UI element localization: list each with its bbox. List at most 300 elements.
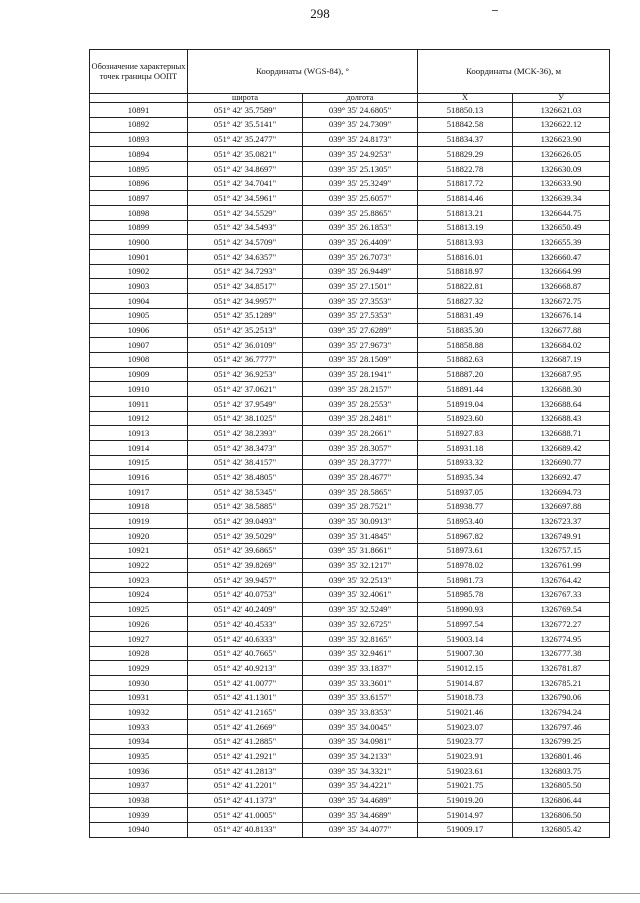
table-row bbox=[90, 294, 610, 309]
point-id-cell: 10906 bbox=[90, 323, 188, 338]
y-cell: 1326688.64 bbox=[513, 396, 610, 411]
x-cell: 518967.82 bbox=[418, 529, 513, 544]
y-cell: 1326797.46 bbox=[513, 720, 610, 735]
table-row bbox=[90, 367, 610, 382]
longitude-cell: 039° 35' 28.3057" bbox=[303, 441, 418, 456]
latitude-cell: 051° 42' 40.2409" bbox=[188, 602, 303, 617]
latitude-cell: 051° 42' 35.1289" bbox=[188, 308, 303, 323]
latitude-cell: 051° 42' 38.5885" bbox=[188, 499, 303, 514]
point-id-cell: 10926 bbox=[90, 617, 188, 632]
table-row bbox=[90, 543, 610, 558]
latitude-cell: 051° 42' 40.0753" bbox=[188, 587, 303, 602]
longitude-cell: 039° 35' 26.7073" bbox=[303, 250, 418, 265]
header-x: X bbox=[418, 94, 513, 103]
longitude-cell: 039° 35' 28.1941" bbox=[303, 367, 418, 382]
point-id-cell: 10899 bbox=[90, 220, 188, 235]
x-cell: 518933.32 bbox=[418, 455, 513, 470]
table-row bbox=[90, 822, 610, 837]
x-cell: 518818.97 bbox=[418, 264, 513, 279]
latitude-cell: 051° 42' 38.4805" bbox=[188, 470, 303, 485]
longitude-cell: 039° 35' 27.6289" bbox=[303, 323, 418, 338]
table-row bbox=[90, 235, 610, 250]
y-cell: 1326688.43 bbox=[513, 411, 610, 426]
table-row bbox=[90, 749, 610, 764]
point-id-cell: 10931 bbox=[90, 690, 188, 705]
y-cell: 1326687.95 bbox=[513, 367, 610, 382]
y-cell: 1326769.54 bbox=[513, 602, 610, 617]
table-row bbox=[90, 250, 610, 265]
point-id-cell: 10939 bbox=[90, 808, 188, 823]
table-row bbox=[90, 132, 610, 147]
point-id-cell: 10917 bbox=[90, 485, 188, 500]
x-cell: 519021.75 bbox=[418, 778, 513, 793]
table-row bbox=[90, 117, 610, 132]
y-cell: 1326690.77 bbox=[513, 455, 610, 470]
table-row bbox=[90, 646, 610, 661]
latitude-cell: 051° 42' 36.0109" bbox=[188, 338, 303, 353]
y-cell: 1326794.24 bbox=[513, 705, 610, 720]
point-id-cell: 10935 bbox=[90, 749, 188, 764]
point-id-cell: 10908 bbox=[90, 352, 188, 367]
y-cell: 1326633.90 bbox=[513, 176, 610, 191]
point-id-cell: 10938 bbox=[90, 793, 188, 808]
x-cell: 518978.02 bbox=[418, 558, 513, 573]
latitude-cell: 051° 42' 39.9457" bbox=[188, 573, 303, 588]
longitude-cell: 039° 35' 34.4689" bbox=[303, 808, 418, 823]
y-cell: 1326790.06 bbox=[513, 690, 610, 705]
y-cell: 1326672.75 bbox=[513, 294, 610, 309]
longitude-cell: 039° 35' 25.1305" bbox=[303, 161, 418, 176]
x-cell: 518919.04 bbox=[418, 396, 513, 411]
longitude-cell: 039° 35' 33.6157" bbox=[303, 690, 418, 705]
longitude-cell: 039° 35' 34.2133" bbox=[303, 749, 418, 764]
latitude-cell: 051° 42' 34.9957" bbox=[188, 294, 303, 309]
x-cell: 518858.88 bbox=[418, 338, 513, 353]
y-cell: 1326767.33 bbox=[513, 587, 610, 602]
y-cell: 1326777.38 bbox=[513, 646, 610, 661]
y-cell: 1326692.47 bbox=[513, 470, 610, 485]
longitude-cell: 039° 35' 25.6057" bbox=[303, 191, 418, 206]
latitude-cell: 051° 42' 41.1301" bbox=[188, 690, 303, 705]
longitude-cell: 039° 35' 28.2553" bbox=[303, 396, 418, 411]
latitude-cell: 051° 42' 39.6865" bbox=[188, 543, 303, 558]
y-cell: 1326650.49 bbox=[513, 220, 610, 235]
latitude-cell: 051° 42' 35.2477" bbox=[188, 132, 303, 147]
x-cell: 518813.93 bbox=[418, 235, 513, 250]
point-id-cell: 10928 bbox=[90, 646, 188, 661]
table-row bbox=[90, 441, 610, 456]
longitude-cell: 039° 35' 34.4077" bbox=[303, 822, 418, 837]
x-cell: 518937.05 bbox=[418, 485, 513, 500]
point-id-cell: 10937 bbox=[90, 778, 188, 793]
longitude-cell: 039° 35' 32.4061" bbox=[303, 587, 418, 602]
x-cell: 518813.21 bbox=[418, 206, 513, 221]
y-cell: 1326805.50 bbox=[513, 778, 610, 793]
longitude-cell: 039° 35' 32.8165" bbox=[303, 631, 418, 646]
point-id-cell: 10893 bbox=[90, 132, 188, 147]
point-id-cell: 10900 bbox=[90, 235, 188, 250]
longitude-cell: 039° 35' 27.9673" bbox=[303, 338, 418, 353]
x-cell: 519012.15 bbox=[418, 661, 513, 676]
point-id-cell: 10892 bbox=[90, 117, 188, 132]
header-latitude: широта bbox=[188, 94, 303, 103]
longitude-cell: 039° 35' 32.9461" bbox=[303, 646, 418, 661]
y-cell: 1326806.44 bbox=[513, 793, 610, 808]
longitude-cell: 039° 35' 28.2481" bbox=[303, 411, 418, 426]
table-row bbox=[90, 396, 610, 411]
latitude-cell: 051° 42' 34.8697" bbox=[188, 161, 303, 176]
y-cell: 1326687.19 bbox=[513, 352, 610, 367]
point-id-cell: 10921 bbox=[90, 543, 188, 558]
longitude-cell: 039° 35' 32.6725" bbox=[303, 617, 418, 632]
y-cell: 1326639.34 bbox=[513, 191, 610, 206]
x-cell: 518935.34 bbox=[418, 470, 513, 485]
header-y: У bbox=[513, 94, 610, 103]
point-id-cell: 10940 bbox=[90, 822, 188, 837]
y-cell: 1326749.91 bbox=[513, 529, 610, 544]
x-cell: 518990.93 bbox=[418, 602, 513, 617]
table-row bbox=[90, 161, 610, 176]
table-row bbox=[90, 352, 610, 367]
y-cell: 1326621.03 bbox=[513, 103, 610, 118]
x-cell: 519014.97 bbox=[418, 808, 513, 823]
table-row bbox=[90, 676, 610, 691]
y-cell: 1326689.42 bbox=[513, 441, 610, 456]
table-row bbox=[90, 734, 610, 749]
y-cell: 1326623.90 bbox=[513, 132, 610, 147]
point-id-cell: 10936 bbox=[90, 764, 188, 779]
latitude-cell: 051° 42' 37.9549" bbox=[188, 396, 303, 411]
longitude-cell: 039° 35' 31.8661" bbox=[303, 543, 418, 558]
table-row bbox=[90, 411, 610, 426]
table-row bbox=[90, 176, 610, 191]
point-id-cell: 10895 bbox=[90, 161, 188, 176]
latitude-cell: 051° 42' 38.1025" bbox=[188, 411, 303, 426]
longitude-cell: 039° 35' 27.5353" bbox=[303, 308, 418, 323]
longitude-cell: 039° 35' 34.4689" bbox=[303, 793, 418, 808]
longitude-cell: 039° 35' 28.5865" bbox=[303, 485, 418, 500]
y-cell: 1326761.99 bbox=[513, 558, 610, 573]
latitude-cell: 051° 42' 41.1373" bbox=[188, 793, 303, 808]
point-id-cell: 10934 bbox=[90, 734, 188, 749]
table-row bbox=[90, 764, 610, 779]
point-id-cell: 10894 bbox=[90, 147, 188, 162]
longitude-cell: 039° 35' 25.8865" bbox=[303, 206, 418, 221]
point-id-cell: 10898 bbox=[90, 206, 188, 221]
x-cell: 519009.17 bbox=[418, 822, 513, 837]
point-id-cell: 10901 bbox=[90, 250, 188, 265]
x-cell: 519021.46 bbox=[418, 705, 513, 720]
longitude-cell: 039° 35' 24.8173" bbox=[303, 132, 418, 147]
point-id-cell: 10911 bbox=[90, 396, 188, 411]
x-cell: 518842.58 bbox=[418, 117, 513, 132]
latitude-cell: 051° 42' 40.7665" bbox=[188, 646, 303, 661]
table-row bbox=[90, 690, 610, 705]
point-id-cell: 10897 bbox=[90, 191, 188, 206]
latitude-cell: 051° 42' 41.2813" bbox=[188, 764, 303, 779]
x-cell: 519019.20 bbox=[418, 793, 513, 808]
x-cell: 518927.83 bbox=[418, 426, 513, 441]
table-row bbox=[90, 103, 610, 118]
latitude-cell: 051° 42' 40.4533" bbox=[188, 617, 303, 632]
header-empty bbox=[90, 94, 188, 103]
longitude-cell: 039° 35' 25.3249" bbox=[303, 176, 418, 191]
latitude-cell: 051° 42' 34.5709" bbox=[188, 235, 303, 250]
point-id-cell: 10903 bbox=[90, 279, 188, 294]
latitude-cell: 051° 42' 41.2885" bbox=[188, 734, 303, 749]
point-id-cell: 10909 bbox=[90, 367, 188, 382]
table-row bbox=[90, 264, 610, 279]
y-cell: 1326684.02 bbox=[513, 338, 610, 353]
table-row bbox=[90, 485, 610, 500]
table-row bbox=[90, 191, 610, 206]
longitude-cell: 039° 35' 31.4845" bbox=[303, 529, 418, 544]
y-cell: 1326688.30 bbox=[513, 382, 610, 397]
table-row bbox=[90, 720, 610, 735]
point-id-cell: 10924 bbox=[90, 587, 188, 602]
point-id-cell: 10933 bbox=[90, 720, 188, 735]
y-cell: 1326805.42 bbox=[513, 822, 610, 837]
x-cell: 518973.61 bbox=[418, 543, 513, 558]
latitude-cell: 051° 42' 38.4157" bbox=[188, 455, 303, 470]
y-cell: 1326803.75 bbox=[513, 764, 610, 779]
longitude-cell: 039° 35' 28.4677" bbox=[303, 470, 418, 485]
x-cell: 518981.73 bbox=[418, 573, 513, 588]
x-cell: 518814.46 bbox=[418, 191, 513, 206]
x-cell: 518822.81 bbox=[418, 279, 513, 294]
y-cell: 1326774.95 bbox=[513, 631, 610, 646]
longitude-cell: 039° 35' 33.1837" bbox=[303, 661, 418, 676]
latitude-cell: 051° 42' 40.9213" bbox=[188, 661, 303, 676]
point-id-cell: 10918 bbox=[90, 499, 188, 514]
table-row bbox=[90, 558, 610, 573]
y-cell: 1326668.87 bbox=[513, 279, 610, 294]
latitude-cell: 051° 42' 40.8133" bbox=[188, 822, 303, 837]
x-cell: 519018.73 bbox=[418, 690, 513, 705]
header-wgs84: Координаты (WGS-84), ° bbox=[188, 50, 418, 94]
x-cell: 519023.77 bbox=[418, 734, 513, 749]
longitude-cell: 039° 35' 28.3777" bbox=[303, 455, 418, 470]
table-row bbox=[90, 279, 610, 294]
table-body bbox=[90, 103, 610, 837]
point-id-cell: 10904 bbox=[90, 294, 188, 309]
longitude-cell: 039° 35' 26.4409" bbox=[303, 235, 418, 250]
point-id-cell: 10910 bbox=[90, 382, 188, 397]
table-row bbox=[90, 147, 610, 162]
table-row bbox=[90, 602, 610, 617]
table-row bbox=[90, 499, 610, 514]
x-cell: 519023.61 bbox=[418, 764, 513, 779]
longitude-cell: 039° 35' 24.6805" bbox=[303, 103, 418, 118]
longitude-cell: 039° 35' 26.1853" bbox=[303, 220, 418, 235]
longitude-cell: 039° 35' 28.1509" bbox=[303, 352, 418, 367]
point-id-cell: 10916 bbox=[90, 470, 188, 485]
x-cell: 519003.14 bbox=[418, 631, 513, 646]
longitude-cell: 039° 35' 34.3321" bbox=[303, 764, 418, 779]
latitude-cell: 051° 42' 41.2201" bbox=[188, 778, 303, 793]
x-cell: 518997.54 bbox=[418, 617, 513, 632]
point-id-cell: 10915 bbox=[90, 455, 188, 470]
header-longitude: долгота bbox=[303, 94, 418, 103]
y-cell: 1326677.88 bbox=[513, 323, 610, 338]
latitude-cell: 051° 42' 36.7777" bbox=[188, 352, 303, 367]
point-id-cell: 10932 bbox=[90, 705, 188, 720]
bottom-rule bbox=[0, 893, 640, 894]
table-row bbox=[90, 308, 610, 323]
y-cell: 1326723.37 bbox=[513, 514, 610, 529]
longitude-cell: 039° 35' 27.3553" bbox=[303, 294, 418, 309]
x-cell: 518882.63 bbox=[418, 352, 513, 367]
point-id-cell: 10922 bbox=[90, 558, 188, 573]
point-id-cell: 10929 bbox=[90, 661, 188, 676]
table-row bbox=[90, 617, 610, 632]
x-cell: 518817.72 bbox=[418, 176, 513, 191]
y-cell: 1326697.88 bbox=[513, 499, 610, 514]
table-subheader-row bbox=[90, 94, 610, 103]
table-row bbox=[90, 587, 610, 602]
table-row bbox=[90, 661, 610, 676]
latitude-cell: 051° 42' 38.3473" bbox=[188, 441, 303, 456]
y-cell: 1326764.42 bbox=[513, 573, 610, 588]
table-row bbox=[90, 220, 610, 235]
x-cell: 518891.44 bbox=[418, 382, 513, 397]
latitude-cell: 051° 42' 34.7293" bbox=[188, 264, 303, 279]
table-row bbox=[90, 426, 610, 441]
latitude-cell: 051° 42' 41.2669" bbox=[188, 720, 303, 735]
corner-mark bbox=[492, 10, 498, 11]
point-id-cell: 10913 bbox=[90, 426, 188, 441]
x-cell: 519023.91 bbox=[418, 749, 513, 764]
point-id-cell: 10907 bbox=[90, 338, 188, 353]
y-cell: 1326781.87 bbox=[513, 661, 610, 676]
table-row bbox=[90, 338, 610, 353]
header-point-name: Обозначение характерных точек границы ООПТ bbox=[90, 50, 188, 94]
longitude-cell: 039° 35' 34.0045" bbox=[303, 720, 418, 735]
longitude-cell: 039° 35' 28.2661" bbox=[303, 426, 418, 441]
latitude-cell: 051° 42' 35.7589" bbox=[188, 103, 303, 118]
longitude-cell: 039° 35' 28.2157" bbox=[303, 382, 418, 397]
y-cell: 1326806.50 bbox=[513, 808, 610, 823]
y-cell: 1326801.46 bbox=[513, 749, 610, 764]
y-cell: 1326785.21 bbox=[513, 676, 610, 691]
latitude-cell: 051° 42' 39.5029" bbox=[188, 529, 303, 544]
x-cell: 519007.30 bbox=[418, 646, 513, 661]
table-row bbox=[90, 573, 610, 588]
latitude-cell: 051° 42' 34.7041" bbox=[188, 176, 303, 191]
latitude-cell: 051° 42' 37.0621" bbox=[188, 382, 303, 397]
table-row bbox=[90, 529, 610, 544]
x-cell: 519014.87 bbox=[418, 676, 513, 691]
table-row bbox=[90, 778, 610, 793]
table-row bbox=[90, 206, 610, 221]
point-id-cell: 10902 bbox=[90, 264, 188, 279]
point-id-cell: 10920 bbox=[90, 529, 188, 544]
latitude-cell: 051° 42' 34.5493" bbox=[188, 220, 303, 235]
longitude-cell: 039° 35' 33.8353" bbox=[303, 705, 418, 720]
y-cell: 1326664.99 bbox=[513, 264, 610, 279]
latitude-cell: 051° 42' 34.5529" bbox=[188, 206, 303, 221]
longitude-cell: 039° 35' 27.1501" bbox=[303, 279, 418, 294]
point-id-cell: 10912 bbox=[90, 411, 188, 426]
x-cell: 518816.01 bbox=[418, 250, 513, 265]
latitude-cell: 051° 42' 38.2393" bbox=[188, 426, 303, 441]
x-cell: 518813.19 bbox=[418, 220, 513, 235]
longitude-cell: 039° 35' 28.7521" bbox=[303, 499, 418, 514]
longitude-cell: 039° 35' 34.0981" bbox=[303, 734, 418, 749]
table-row bbox=[90, 455, 610, 470]
point-id-cell: 10925 bbox=[90, 602, 188, 617]
latitude-cell: 051° 42' 41.0077" bbox=[188, 676, 303, 691]
latitude-cell: 051° 42' 34.5961" bbox=[188, 191, 303, 206]
longitude-cell: 039° 35' 32.2513" bbox=[303, 573, 418, 588]
point-id-cell: 10896 bbox=[90, 176, 188, 191]
y-cell: 1326688.71 bbox=[513, 426, 610, 441]
y-cell: 1326757.15 bbox=[513, 543, 610, 558]
x-cell: 518887.20 bbox=[418, 367, 513, 382]
table-row bbox=[90, 808, 610, 823]
x-cell: 518985.78 bbox=[418, 587, 513, 602]
longitude-cell: 039° 35' 34.4221" bbox=[303, 778, 418, 793]
x-cell: 518938.77 bbox=[418, 499, 513, 514]
x-cell: 518834.37 bbox=[418, 132, 513, 147]
table-row bbox=[90, 514, 610, 529]
point-id-cell: 10905 bbox=[90, 308, 188, 323]
table-row bbox=[90, 323, 610, 338]
latitude-cell: 051° 42' 35.5141" bbox=[188, 117, 303, 132]
y-cell: 1326644.75 bbox=[513, 206, 610, 221]
latitude-cell: 051° 42' 34.8517" bbox=[188, 279, 303, 294]
x-cell: 518850.13 bbox=[418, 103, 513, 118]
table-row bbox=[90, 382, 610, 397]
table-row bbox=[90, 793, 610, 808]
longitude-cell: 039° 35' 32.1217" bbox=[303, 558, 418, 573]
longitude-cell: 039° 35' 32.5249" bbox=[303, 602, 418, 617]
y-cell: 1326630.09 bbox=[513, 161, 610, 176]
longitude-cell: 039° 35' 33.3601" bbox=[303, 676, 418, 691]
point-id-cell: 10927 bbox=[90, 631, 188, 646]
y-cell: 1326694.73 bbox=[513, 485, 610, 500]
header-msk36: Координаты (МСК-36), м bbox=[418, 50, 610, 94]
x-cell: 518829.29 bbox=[418, 147, 513, 162]
point-id-cell: 10919 bbox=[90, 514, 188, 529]
point-id-cell: 10923 bbox=[90, 573, 188, 588]
latitude-cell: 051° 42' 34.6357" bbox=[188, 250, 303, 265]
latitude-cell: 051° 42' 36.9253" bbox=[188, 367, 303, 382]
table-row bbox=[90, 705, 610, 720]
table-row bbox=[90, 470, 610, 485]
longitude-cell: 039° 35' 24.7309" bbox=[303, 117, 418, 132]
longitude-cell: 039° 35' 24.9253" bbox=[303, 147, 418, 162]
point-id-cell: 10891 bbox=[90, 103, 188, 118]
latitude-cell: 051° 42' 39.8269" bbox=[188, 558, 303, 573]
x-cell: 518831.49 bbox=[418, 308, 513, 323]
longitude-cell: 039° 35' 26.9449" bbox=[303, 264, 418, 279]
page-number: 298 bbox=[310, 6, 330, 21]
y-cell: 1326799.25 bbox=[513, 734, 610, 749]
point-id-cell: 10914 bbox=[90, 441, 188, 456]
latitude-cell: 051° 42' 35.0821" bbox=[188, 147, 303, 162]
latitude-cell: 051° 42' 38.5345" bbox=[188, 485, 303, 500]
table-header-row bbox=[90, 50, 610, 94]
latitude-cell: 051° 42' 39.0493" bbox=[188, 514, 303, 529]
latitude-cell: 051° 42' 41.2921" bbox=[188, 749, 303, 764]
y-cell: 1326772.27 bbox=[513, 617, 610, 632]
x-cell: 518931.18 bbox=[418, 441, 513, 456]
x-cell: 518822.78 bbox=[418, 161, 513, 176]
point-id-cell: 10930 bbox=[90, 676, 188, 691]
y-cell: 1326660.47 bbox=[513, 250, 610, 265]
latitude-cell: 051° 42' 35.2513" bbox=[188, 323, 303, 338]
